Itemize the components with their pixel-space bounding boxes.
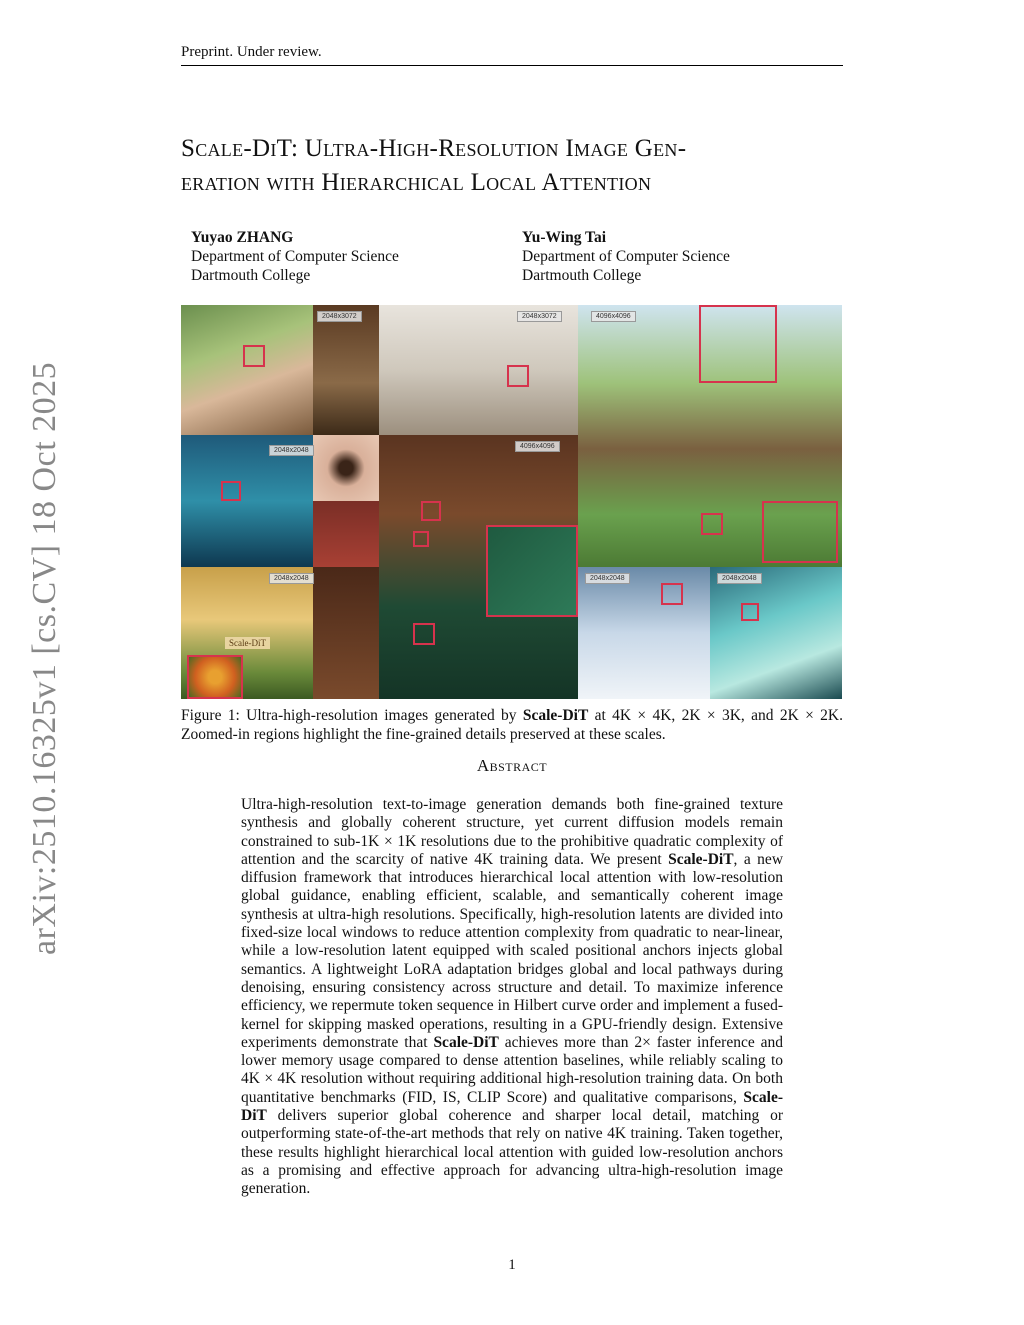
abstract-body <box>241 796 783 1199</box>
embroidery-zoom-image <box>486 525 578 617</box>
figure-caption <box>181 706 843 744</box>
resolution-label: 4096x4096 <box>591 311 636 322</box>
zoom-box <box>701 513 723 535</box>
arctic-fox-image <box>578 567 710 699</box>
author-2 <box>522 228 730 285</box>
author-name: Yu-Wing Tai <box>522 229 607 246</box>
page-number: 1 <box>508 1257 516 1273</box>
abstract-text: achieves more than 2× faster inference and lower memory usage compared to dense attention baselines, while reliably scaling to 4K × 4K resolution without requiring additional high-resolution training data. On both quantitative benchmarks (FID, IS, CLIP Score) and qualitative comparisons, <box>241 1033 783 1106</box>
caption-prefix: Figure 1: Ultra-high-resolution images generated by <box>181 707 523 724</box>
zoom-box <box>661 583 683 605</box>
zoom-box <box>762 501 838 563</box>
resolution-label: 4096x4096 <box>515 441 560 452</box>
resolution-label: 2048x2048 <box>585 573 630 584</box>
zoom-box <box>741 603 759 621</box>
teacup-house-image <box>181 305 313 435</box>
house-zoom-image <box>313 305 379 435</box>
flower-zoom-image <box>187 655 243 699</box>
title-line-1: Scale-DiT: Ultra-High-Resolution Image Gen- <box>181 135 687 162</box>
zoom-box <box>421 501 441 521</box>
resolution-label: 2048x2048 <box>269 445 314 456</box>
abstract-bold: Scale-DiT <box>668 850 734 868</box>
earring-zoom-image <box>313 501 379 567</box>
author-name: Yuyao ZHANG <box>191 229 294 246</box>
caption-rest: at 4K × 4K, 2K × 3K, and 2K × 2K. Zoomed-in regions highlight the fine-grained details preserved at these scales. <box>181 707 843 743</box>
zoom-box <box>243 345 265 367</box>
abstract-text: Ultra-high-resolution text-to-image generation demands both fine-grained texture synthesis and globally coherent structure, yet current diffusion models remain constrained to sub-1K × 1K resolutions due to the prohibitive quadratic complexity of attention and the scarcity of native 4K training data. We present <box>241 796 783 868</box>
caption-bold: Scale-DiT <box>522 707 589 724</box>
arxiv-stamp: arXiv:2510.16325v1 [cs.CV] 18 Oct 2025 <box>26 361 63 955</box>
resolution-label: 2048x3072 <box>317 311 362 322</box>
header-rule <box>181 65 843 66</box>
abstract-heading: Abstract <box>476 756 548 775</box>
abstract-bold: Scale-DiT <box>433 1033 499 1051</box>
resolution-label: 2048x2048 <box>269 573 314 584</box>
figure-1-mosaic <box>181 305 842 699</box>
vase-image <box>313 567 379 699</box>
zoom-box <box>507 365 529 387</box>
author-affiliation: Dartmouth College <box>522 267 642 284</box>
feather-headdress-image <box>710 567 842 699</box>
title-line-2: eration with Hierarchical Local Attention <box>181 169 652 196</box>
author-affiliation: Dartmouth College <box>191 267 311 284</box>
banner-text: Scale-DiT <box>225 637 270 649</box>
resolution-label: 2048x3072 <box>517 311 562 322</box>
zoom-box <box>699 305 777 383</box>
living-room-image <box>379 305 578 435</box>
zoom-box <box>221 481 241 501</box>
abstract-text: , a new diffusion framework that introduces hierarchical local attention with low-resolution global guidance, enabling efficient, scalable, and semantically coherent image synthesis at ultra-high resolutions. Specifically, high-resolution latents are divided into fixed-size local windows to reduce attention complexity from quadratic to near-linear, while a low-resolution latent equipped with scaled positional anchors injects global semantics. A lightweight LoRA adaptation bridges global and local pathways during denoising, ensuring consistency across structure and detail. To maximize inference efficiency, we repermute token sequence in Hilbert curve order and implement a fused-kernel for skipping masked operations, resulting in a GPU-friendly design. Extensive experiments demonstrate that <box>241 850 784 1051</box>
author-1 <box>191 228 399 285</box>
abstract-bold: Scale-DiT <box>241 1088 783 1125</box>
header-note: Preprint. Under review. <box>181 44 322 60</box>
abstract-text: delivers superior global coherence and sharper local detail, matching or outperforming state-of-the-art methods that rely on native 4K training. Taken together, these results highlight hierarchical local attention with guided low-resolution anchors as a promising and effective approach for advancing ultra-high-resolution image generation. <box>241 1107 783 1198</box>
eye-zoom-image <box>313 435 379 501</box>
zoom-box <box>413 531 429 547</box>
author-department: Department of Computer Science <box>191 248 399 265</box>
author-department: Department of Computer Science <box>522 248 730 265</box>
paper-title <box>181 132 843 200</box>
resolution-label: 2048x2048 <box>717 573 762 584</box>
zoom-box <box>413 623 435 645</box>
